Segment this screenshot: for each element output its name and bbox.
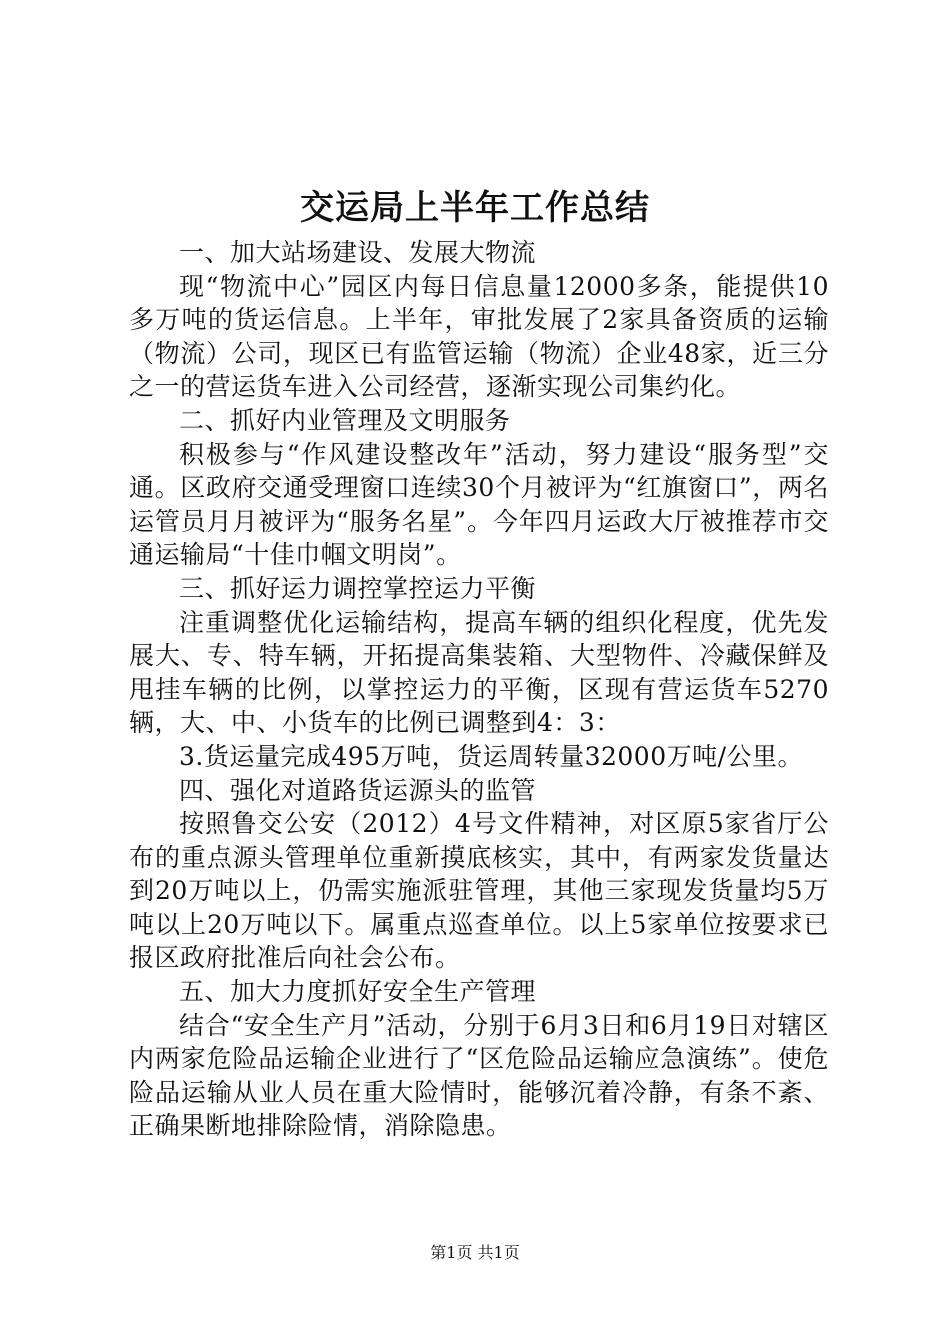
section-heading-1: 一、加大站场建设、发展大物流 — [179, 238, 537, 267]
paragraph-1: 现“物流中心”园区内每日信息量12000多条，能提供10多万吨的货运信息。上半年，审批发展了2家具备资质的运输（物流）公司，现区已有监管运输（物流）企业48家，近三分之一的营运货车进入公司经营，逐渐实现公司集约化。 — [129, 271, 829, 402]
section-heading-5: 五、加大力度抓好安全生产管理 — [179, 977, 537, 1007]
paragraph-5: 结合“安全生产月”活动，分别于6月3日和6月19日对辖区内两家危险品运输企业进行了“区危险品运输应急演练”。使危险品运输从业人员在重大险情时，能够沉着冷静，有条不紊、正确果断地排除险情，消除隐患。 — [129, 1010, 829, 1141]
page-number: 第1页 共1页 — [430, 1243, 520, 1262]
paragraph-3-continued: 3.货运量完成495万吨，货运周转量32000万吨/公里。 — [179, 741, 804, 771]
paragraph-4: 按照鲁交公安（2012）4号文件精神，对区原5家省厅公布的重点源头管理单位重新摸底核实，其中，有两家发货量达到20万吨以上，仍需实施派驻管理，其他三家现发货量均5万吨以上20万吨以下。属重点巡查单位。以上5家单位按要求已报区政府批准后向社会公布。 — [129, 809, 829, 973]
paragraph-2: 积极参与“作风建设整改年”活动，努力建设“服务型”交通。区政府交通受理窗口连续30个月被评为“红旗窗口”，两名运管员月月被评为“服务名星”。今年四月运政大厅被推荐市交通运输局“十佳巾帼文明岗”。 — [129, 439, 829, 570]
section-heading-2: 二、抓好内业管理及文明服务 — [179, 405, 511, 435]
page-footer — [0, 1241, 950, 1265]
section-heading-4: 四、强化对道路货运源头的监管 — [179, 775, 537, 805]
paragraph-3: 注重调整优化运输结构，提高车辆的组织化程度，优先发展大、专、特车辆，开拓提高集装箱、大型物件、冷藏保鲜及甩挂车辆的比例，以掌控运力的平衡，区现有营运货车5270辆，大、中、小货车的比例已调整到4：3： — [129, 607, 829, 738]
document-body — [129, 236, 829, 1143]
document-title: 交运局上半年工作总结 — [300, 188, 650, 228]
section-heading-3: 三、抓好运力调控掌控运力平衡 — [179, 573, 537, 603]
